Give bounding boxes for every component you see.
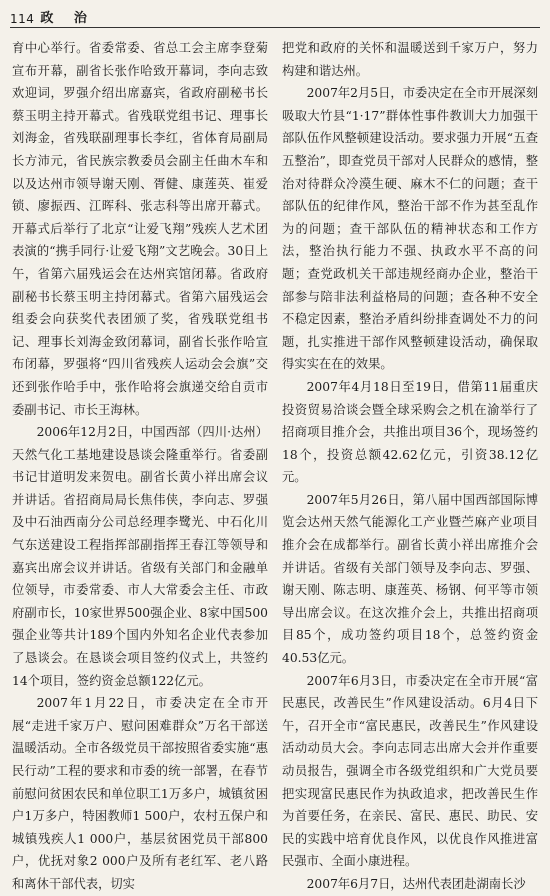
left-column <box>12 37 268 891</box>
paragraph: 2007年6月7日，达州代表团赴湖南长沙 <box>306 876 526 891</box>
paragraph: 2007年5月26日，第八届中国西部国际博览会达州天然气能源化工产业暨苎麻产业项目推介会在成都举行。副省长黄小祥出席推介会并讲话。省级有关部门领导及李向志、罗强、谢天刚、陈志明、康莲英、杨钢、何平等市领导出席会议。在这次推介会上，共推出招商项目85个，成功签约项目18个，总签约资金40.53亿元。 <box>282 492 538 666</box>
paragraph: 把党和政府的关怀和温暖送到千家万户，努力构建和谐达州。 <box>282 41 538 78</box>
paragraph: 2007年2月5日，市委决定在全市开展深刻吸取大竹县“1·17”群体性事件教训大力加强干部队伍作风整顿建设活动。要求强力开展“五查五整治”，即查党员干部对人民群众的感情，整治对待群众冷漠生硬、麻木不仁的问题；查干部队伍的纪律作风，整治干部不作为甚至乱作为的问题；查干部队伍的精神状态和工作方法，整治执行能力不强、执政水平不高的问题；查党政机关干部违规经商办企业，整治干部参与陪非法利益格局的问题；查各种不安全不稳定因素，整治矛盾纠纷排查调处不力的问题，扎实推进干部作风整顿建设活动，确保取得实实在在的效果。 <box>282 86 538 372</box>
page-number: 114 <box>10 12 35 26</box>
paragraph: 2007年4月18日至19日，借第11届重庆投资贸易洽谈会暨全球采购会之机在渝举行了招商项目推介会，共推出项目36个，现场签约18个，投资总额42.62亿元，引资38.12亿元。 <box>282 379 538 485</box>
text-columns <box>12 37 538 891</box>
paragraph: 2006年12月2日，中国西部（四川·达州）天然气化工基地建设恳谈会隆重举行。省委副书记甘道明发来贺电。副省长黄小祥出席会议并讲话。省招商局局长焦伟侠，李向志、罗强及中石油西南分公司总经理李鹭光、中石化川气东送建设工程指挥部副指挥王春江等领导和嘉宾出席会议并讲话。省级有关部门和金融单位领导，市委常委、市人大常委会主任、市政府副市长，10家世界500强企业、8家中国500强企业等共计189个国内外知名企业代表参加了恳谈会。在恳谈会项目签约仪式上，共签约14个项目，签约资金总额122亿元。 <box>12 425 268 688</box>
right-column <box>282 37 538 891</box>
section-title: 政 治 <box>40 11 95 26</box>
paragraph: 2007年1月22日，市委决定在全市开展“走进千家万户、慰问困难群众”万名干部送温暖活动。全市各级党员干部按照省委实施“惠民行动”工程的要求和市委的统一部署，在春节前慰问贫困农民和单位职工1万多户，城镇贫困户1万多户，特困教师1 500户，农村五保户和城镇残疾人1 000户，基层贫困党员干部800户，优抚对象2 000户及所有老红军、老八路和离休干部代表，切实 <box>12 696 268 891</box>
page-header <box>10 6 540 26</box>
paragraph: 育中心举行。省委常委、省总工会主席李登菊宣布开幕，副省长张作哈致开幕词，李向志致欢迎词，罗强介绍出席嘉宾，省政府副秘书长蔡玉明主持开幕式。省残联党组书记、理事长刘海金，省残联副理事长李红，省体育局副局长方沛元，省民族宗教委员会副主任曲木车和以及达州市领导谢天刚、胥健、康莲英、崔爱锁、廖振西、江晖科、张志科等出席开幕式。开幕式后举行了北京“让爱飞翔”残疾人艺术团表演的“携手同行·让爱飞翔”文艺晚会。30日上午，省第六届残运会在达州宾馆闭幕。省政府副秘书长蔡玉明主持闭幕式。省第六届残运会组委会向获奖代表团颁了奖，省残联党组书记、理事长刘海金致闭幕词，副省长张作哈宣布闭幕，罗强将“四川省残疾人运动会会旗”交还到张作哈手中，张作哈将会旗递交给自贡市委副书记、市长王海林。 <box>12 41 268 417</box>
header-rule <box>10 27 540 28</box>
paragraph: 2007年6月3日，市委决定在全市开展“富民惠民，改善民生”作风建设活动。6月4日下午，召开全市“富民惠民，改善民生”作风建设活动动员大会。李向志同志出席大会并作重要动员报告，强调全市各级党组织和广大党员要把实现富民惠民作为执政追求，把改善民生作为首要任务，在亲民、富民、惠民、助民、安民的实践中培育优良作风，以优良作风推进富民强市、全面小康进程。 <box>282 673 538 869</box>
